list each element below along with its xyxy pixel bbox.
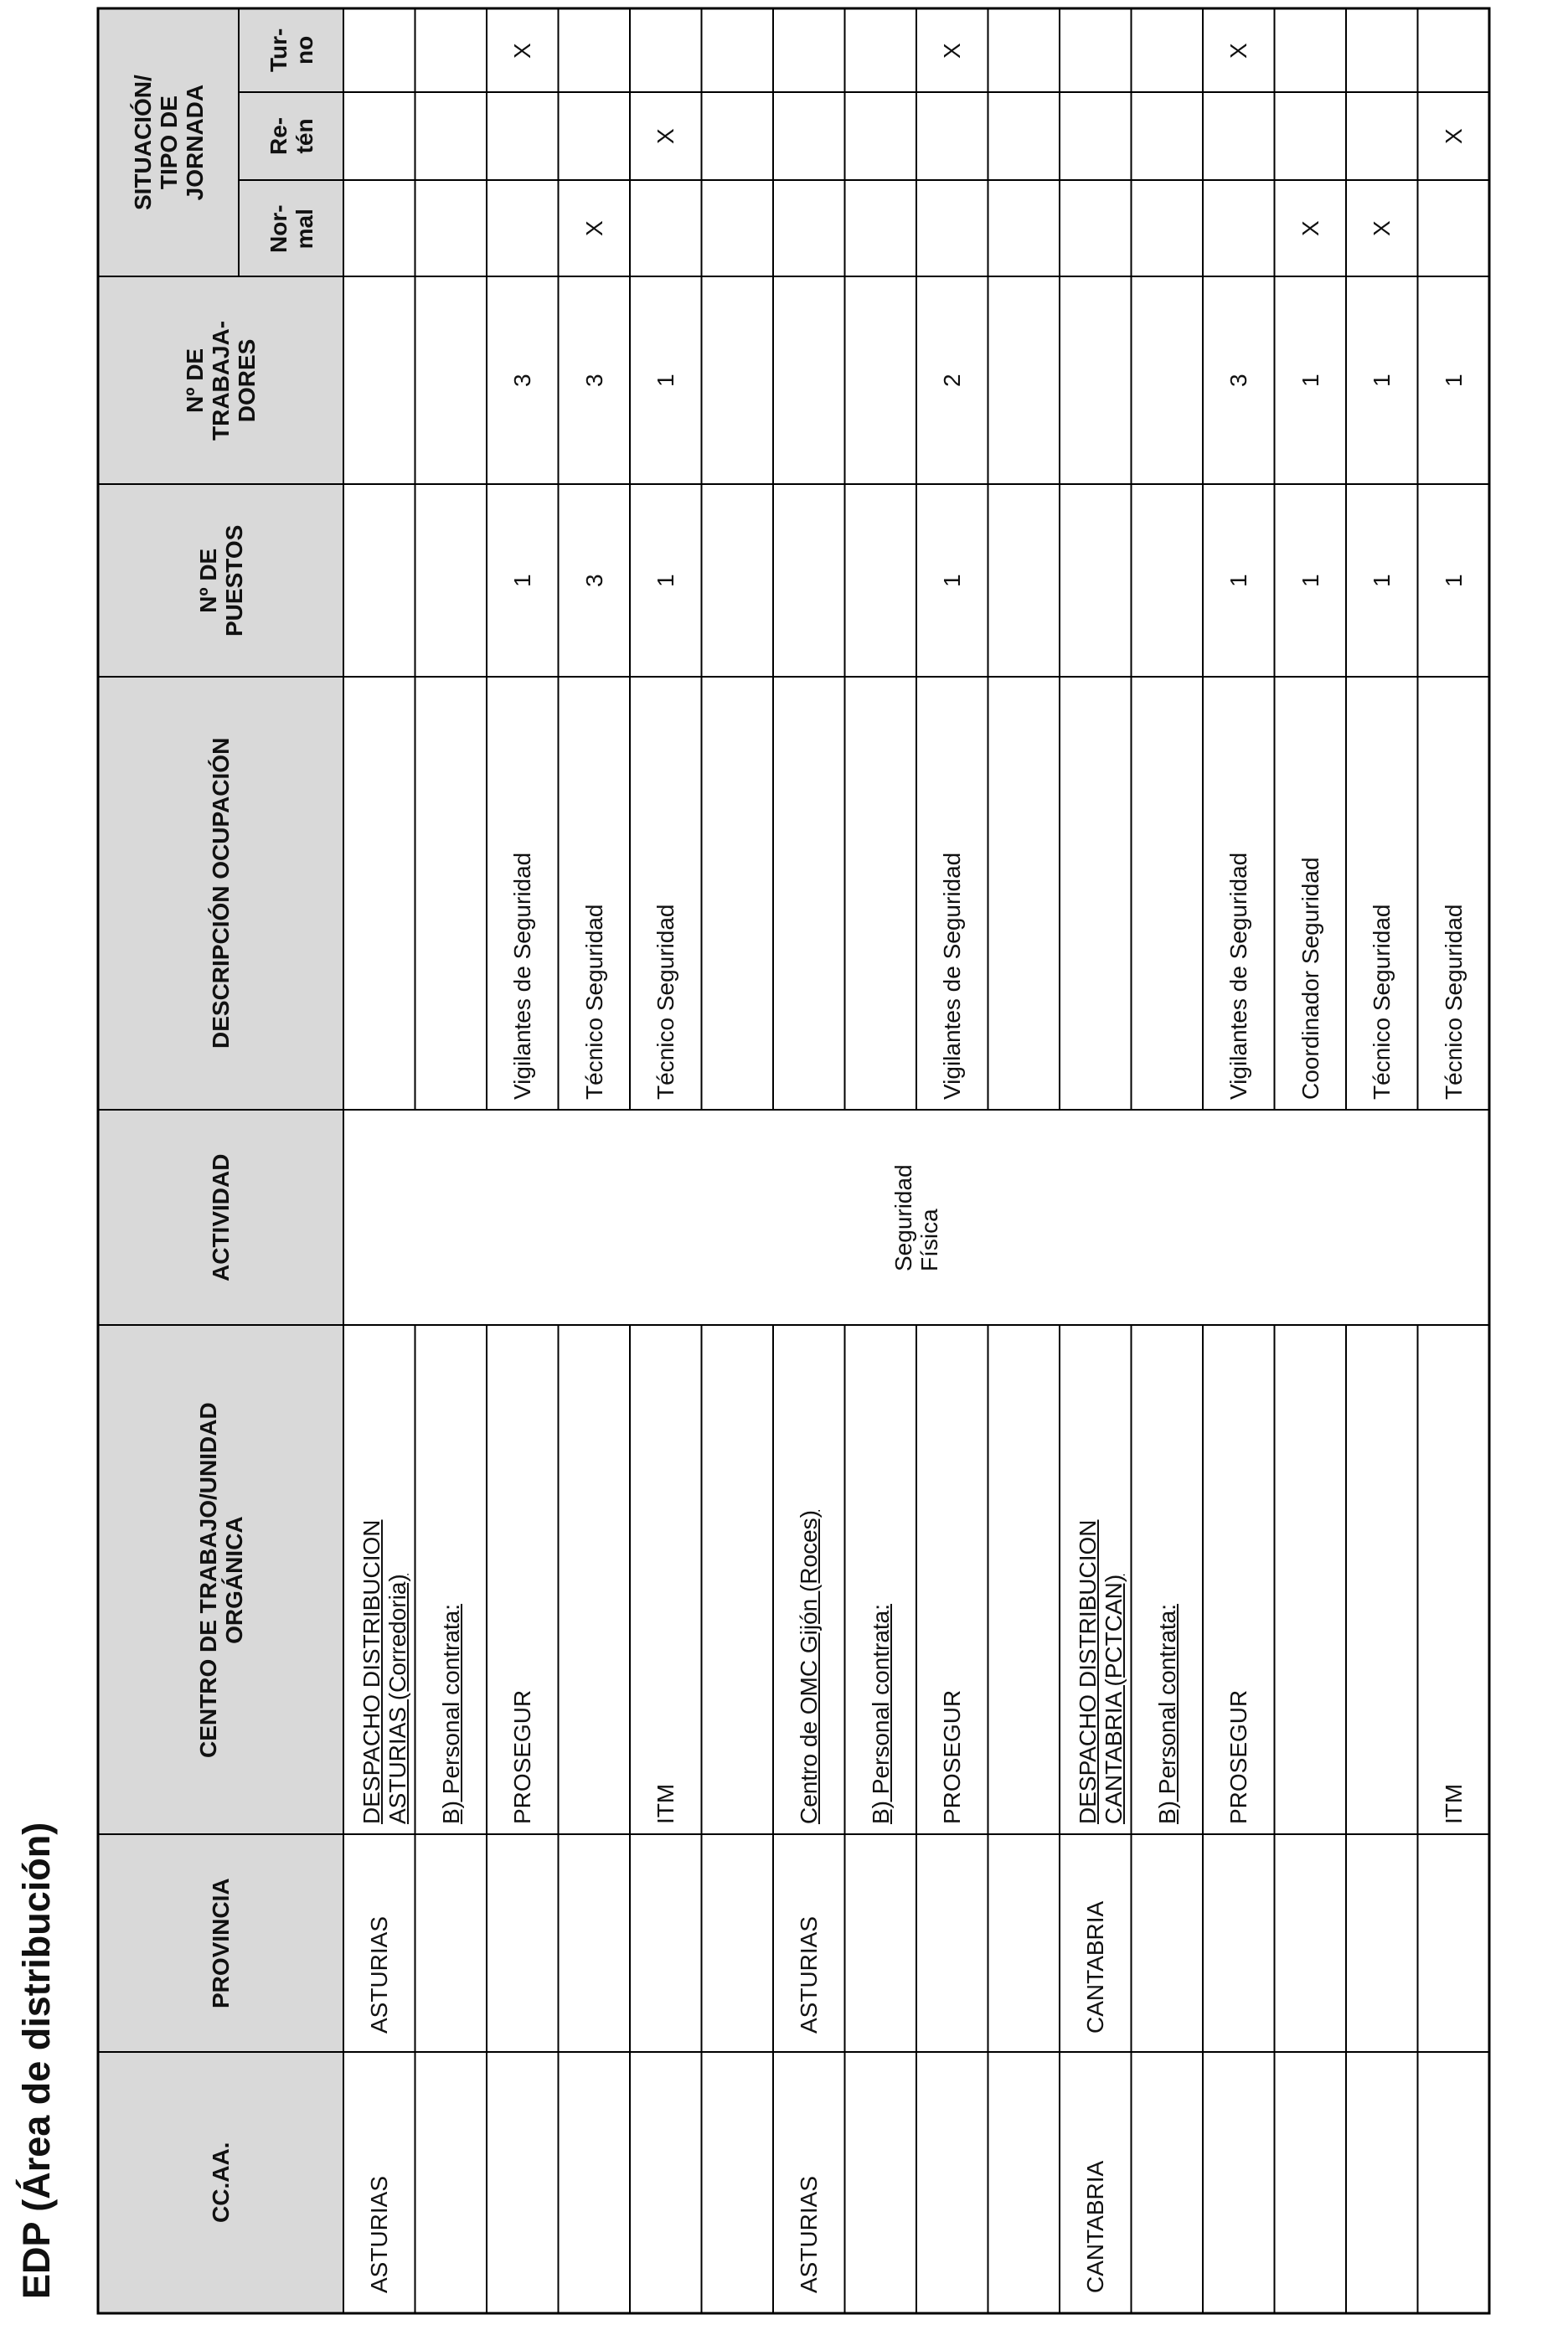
header-trabajadores-line: Nº DE — [182, 348, 208, 413]
document-title: EDP (Área de distribución) — [15, 1822, 58, 2299]
header-normal-line: Nor- — [265, 204, 291, 253]
cell-normal — [581, 220, 607, 236]
cell-ccaa-line: ASTURIAS — [796, 2175, 823, 2293]
cell-ccaa-line: CANTABRIA — [1082, 2160, 1109, 2293]
cell-centro-line: PROSEGUR — [1225, 1689, 1252, 1824]
cell-puestos-line: 1 — [1297, 574, 1323, 587]
header-centro — [195, 1402, 247, 1758]
cell-centro — [1441, 1784, 1467, 1824]
header-situacion-line: JORNADA — [181, 84, 208, 201]
cell-provincia-line: ASTURIAS — [366, 1915, 393, 2034]
cell-trabajadores-line: 3 — [580, 374, 607, 387]
cell-reten — [652, 128, 678, 144]
header-ccaa — [208, 2142, 234, 2223]
cell-ccaa — [1082, 2161, 1108, 2293]
cell-trabajadores-line: 3 — [1225, 374, 1252, 387]
cell-descripcion — [1297, 857, 1323, 1100]
cell-centro — [1225, 1690, 1251, 1824]
cell-centro — [438, 1604, 464, 1824]
cell-descripcion — [939, 853, 965, 1100]
header-descripcion — [208, 738, 234, 1049]
cell-centro-line: B) Personal contrata: — [867, 1603, 894, 1824]
cell-puestos-line: 1 — [509, 574, 536, 587]
cell-descripcion-line: Técnico Seguridad — [1369, 904, 1395, 1100]
cell-trabajadores-line: 1 — [1297, 374, 1323, 387]
cell-centro — [868, 1604, 894, 1824]
actividad-value-line: Seguridad — [890, 1163, 916, 1271]
cell-provincia — [796, 1916, 822, 2034]
cell-descripcion-line: Vigilantes de Seguridad — [1225, 852, 1252, 1100]
cell-centro-line: ASTURIAS (Corredoria) — [384, 1574, 410, 1824]
cell-trabajadores — [1369, 374, 1395, 387]
cell-centro — [796, 1510, 822, 1824]
cell-provincia — [1082, 1901, 1108, 2034]
cell-centro — [509, 1690, 535, 1824]
cell-normal — [1369, 220, 1395, 236]
header-centro-line: ORGÁNICA — [220, 1515, 247, 1644]
cell-normal-line: X — [1297, 220, 1323, 236]
header-provincia — [208, 1878, 234, 2008]
cell-descripcion-line: Técnico Seguridad — [580, 904, 607, 1100]
cell-centro-line: B) Personal contrata: — [1153, 1603, 1180, 1824]
header-reten — [266, 117, 317, 155]
cell-normal-line: X — [1369, 220, 1395, 236]
cell-puestos — [1369, 574, 1395, 587]
cell-puestos — [1297, 574, 1323, 587]
cell-descripcion — [1369, 905, 1395, 1100]
cell-trabajadores-line: 2 — [939, 374, 966, 387]
cell-trabajadores — [1441, 374, 1467, 387]
cell-ccaa — [796, 2176, 822, 2293]
cell-descripcion-line: Técnico Seguridad — [1440, 904, 1467, 1100]
cell-puestos-line: 1 — [652, 574, 679, 587]
cell-descripcion — [509, 853, 535, 1100]
cell-centro-line: PROSEGUR — [939, 1689, 966, 1824]
cell-turno-line: X — [939, 42, 966, 59]
cell-reten — [1441, 128, 1467, 144]
header-situacion-line: SITUACIÓN/ — [129, 75, 156, 210]
cell-centro — [1154, 1604, 1180, 1824]
actividad-value — [890, 1164, 942, 1271]
cell-trabajadores — [652, 374, 678, 387]
header-puestos-line: Nº DE — [194, 548, 221, 613]
cell-centro-line: ITM — [652, 1783, 679, 1824]
cell-reten-line: X — [1440, 128, 1467, 144]
header-actividad — [208, 1153, 234, 1281]
header-puestos — [195, 524, 247, 636]
cell-centro — [652, 1784, 678, 1824]
header-normal — [266, 204, 317, 253]
header-provincia-line: PROVINCIA — [208, 1878, 234, 2008]
cell-centro — [358, 1519, 410, 1824]
cell-descripcion-line: Coordinador Seguridad — [1297, 857, 1323, 1100]
header-turno-line: no — [291, 35, 317, 64]
cell-puestos — [652, 574, 678, 587]
cell-turno — [1225, 43, 1251, 59]
cell-puestos-line: 3 — [580, 574, 607, 587]
cell-ccaa-line: ASTURIAS — [366, 2175, 393, 2293]
cell-normal-line: X — [580, 220, 607, 236]
cell-centro-line: DESPACHO DISTRIBUCION — [1074, 1519, 1101, 1824]
cell-puestos-line: 1 — [1225, 574, 1252, 587]
cell-trabajadores — [1297, 374, 1323, 387]
cell-centro-line: CANTABRIA (PCTCAN) — [1100, 1574, 1127, 1824]
cell-descripcion-line: Vigilantes de Seguridad — [939, 852, 966, 1100]
header-reten-line: tén — [291, 118, 317, 154]
cell-turno-line: X — [509, 42, 536, 59]
actividad-value-line: Física — [916, 1208, 942, 1271]
cell-centro-line: Centro de OMC Gijón (Roces) — [796, 1509, 823, 1824]
header-descripcion-line: DESCRIPCIÓN OCUPACIÓN — [208, 737, 234, 1049]
cell-turno — [939, 43, 965, 59]
cell-trabajadores-line: 3 — [509, 374, 536, 387]
cell-descripcion — [652, 905, 678, 1100]
header-trabajadores-line: TRABAJA- — [208, 320, 234, 441]
cell-centro-line: DESPACHO DISTRIBUCION — [358, 1519, 384, 1824]
cell-provincia-line: CANTABRIA — [1082, 1900, 1109, 2034]
cell-puestos-line: 1 — [939, 574, 966, 587]
cell-trabajadores-line: 1 — [1369, 374, 1395, 387]
header-normal-line: mal — [291, 208, 317, 249]
cell-descripcion-line: Técnico Seguridad — [652, 904, 679, 1100]
header-puestos-line: PUESTOS — [220, 524, 247, 637]
header-ccaa-line: CC.AA. — [208, 2142, 234, 2223]
cell-trabajadores-line: 1 — [652, 374, 679, 387]
cell-trabajadores — [581, 374, 607, 387]
cell-reten-line: X — [652, 128, 679, 144]
cell-centro-line: ITM — [1440, 1783, 1467, 1824]
header-turno-line: Tur- — [265, 28, 291, 72]
cell-puestos — [1441, 574, 1467, 587]
cell-turno — [509, 43, 535, 59]
cell-descripcion — [1225, 853, 1251, 1100]
header-turno — [266, 28, 317, 72]
cell-turno-line: X — [1225, 42, 1252, 59]
cell-centro — [1075, 1519, 1127, 1824]
cell-puestos — [939, 574, 965, 587]
header-centro-line: CENTRO DE TRABAJO/UNIDAD — [194, 1401, 221, 1758]
cell-trabajadores — [509, 374, 535, 387]
cell-trabajadores — [939, 374, 965, 387]
cell-trabajadores-line: 1 — [1440, 374, 1467, 387]
cell-puestos-line: 1 — [1440, 574, 1467, 587]
cell-puestos — [581, 574, 607, 587]
cell-centro-line: PROSEGUR — [509, 1689, 536, 1824]
header-situacion-line: TIPO DE — [155, 95, 182, 190]
cell-descripcion-line: Vigilantes de Seguridad — [509, 852, 536, 1100]
cell-centro — [939, 1690, 965, 1824]
cell-puestos — [1225, 574, 1251, 587]
cell-puestos — [509, 574, 535, 587]
cell-descripcion — [1441, 905, 1467, 1100]
cell-normal — [1297, 220, 1323, 236]
cell-trabajadores — [1225, 374, 1251, 387]
cell-descripcion — [581, 905, 607, 1100]
cell-puestos-line: 1 — [1369, 574, 1395, 587]
cell-provincia-line: ASTURIAS — [796, 1915, 823, 2034]
header-trabajadores-line: DORES — [234, 338, 260, 422]
cell-ccaa — [366, 2176, 392, 2293]
header-actividad-line: ACTIVIDAD — [208, 1153, 234, 1281]
header-situacion — [130, 75, 208, 210]
cell-provincia — [366, 1916, 392, 2034]
header-trabajadores — [182, 320, 260, 440]
header-reten-line: Re- — [265, 116, 291, 155]
cell-centro-line: B) Personal contrata: — [437, 1603, 464, 1824]
